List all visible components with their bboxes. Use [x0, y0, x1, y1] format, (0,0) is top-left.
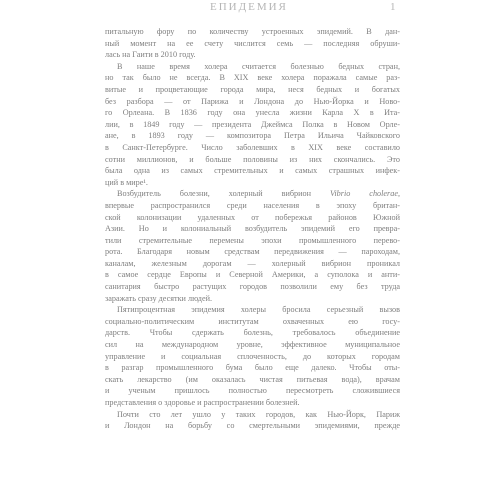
text-line: и ученым пришлось полностью пересмотреть сложившиеся [105, 386, 400, 396]
page-number: 1 [390, 1, 396, 13]
text-line: в самое сердце Европы и Северной Америки, а суполока и анти- [105, 270, 400, 280]
text-line: в разгар промышленного бума было еще далеко. Чтобы оты- [105, 363, 400, 373]
text-line: без разбора — от Парижа и Лондона до Нью-Йорка и Ново- [105, 96, 400, 106]
text-line: тили стремительные перемены эпохи промышленного перево- [105, 235, 400, 245]
text-line: но так было не всегда. В XIX веке холера поражала самые раз- [105, 73, 400, 83]
text-line: Почти сто лет ушло у таких городов, как Нью-Йорк, Париж [117, 409, 400, 419]
text-line: ане, в 1893 году — композитора Петра Ильича Чайковского [105, 131, 400, 141]
text-line: и Лондон на борьбу со смертельными эпидемиями, прежде [105, 421, 400, 431]
text-line: дарств. Чтобы сдержать болезнь, требовалось объединение [105, 328, 400, 338]
text-line: ный момент на ее счету числится семь — последняя обруши- [105, 38, 400, 48]
text-line: представления о здоровье и распространении болезней. [105, 398, 300, 407]
text-line: в Санкт-Петербурге. Число заболевших в XIX веке составило [105, 142, 400, 152]
running-title: ЕПИДЕМИЯ [210, 1, 288, 13]
text-line: Возбудитель болезни, холерный вибрион Vibrio cholerae, [117, 189, 400, 199]
species-name: Vibrio cholerae [330, 189, 398, 199]
text-line: сил на международном уровне, эффективное муниципальное [105, 340, 400, 350]
text-line: санитария быстро растущих городов позволили ему без труда [105, 282, 400, 292]
running-head [0, 1, 500, 17]
text-line: витые и процветающие города мира, неся бедных и богатых [105, 84, 400, 94]
text-line: лии, в 1849 году — президента Джеймса Полка в Новом Орле- [105, 119, 400, 129]
text-line: впервые распространился среди населения в эпоху британ- [105, 200, 400, 210]
text-line: скать лекарство (им оказалась чистая питьевая вода), врачам [105, 374, 400, 384]
text-line: В наше время холера считается болезнью бедных стран, [117, 61, 400, 71]
text-line: го Орлеана. В 1836 году она унесла жизни Карла X в Итa- [105, 108, 400, 118]
text-line: сотни миллионов, и больше половины из них скончались. Это [105, 154, 400, 164]
text-line: ций в мире¹. [105, 177, 148, 187]
text-line: была одна из самых стремительных и самых страшных инфек- [105, 166, 400, 176]
text-line: Азии. Но и колониальный возбудитель эпидемий его превра- [105, 224, 400, 234]
text-line: ской колонизации удаленных от побережья районов Южной [105, 212, 400, 222]
text-line: заражать сразу десятки людей. [105, 293, 213, 303]
text-line: управление и социальная сплоченность, до которых городам [105, 351, 400, 361]
text-line: социально-политическим институтам охваченных ею госу- [105, 316, 400, 326]
text-line: каналам, железным дорогам — холерный вибрион проникал [105, 258, 400, 268]
text-line: лась на Гаити в 2010 году. [105, 50, 196, 60]
body-text [105, 26, 400, 432]
text-line: Пятипроцентная эпидемия холеры бросила серьезный вызов [117, 305, 400, 315]
text-line: рота. Благодаря новым средствам передвижения — пароходам, [105, 247, 400, 257]
text-line: питальную фору по количеству устроенных эпидемий. В дан- [105, 27, 400, 36]
